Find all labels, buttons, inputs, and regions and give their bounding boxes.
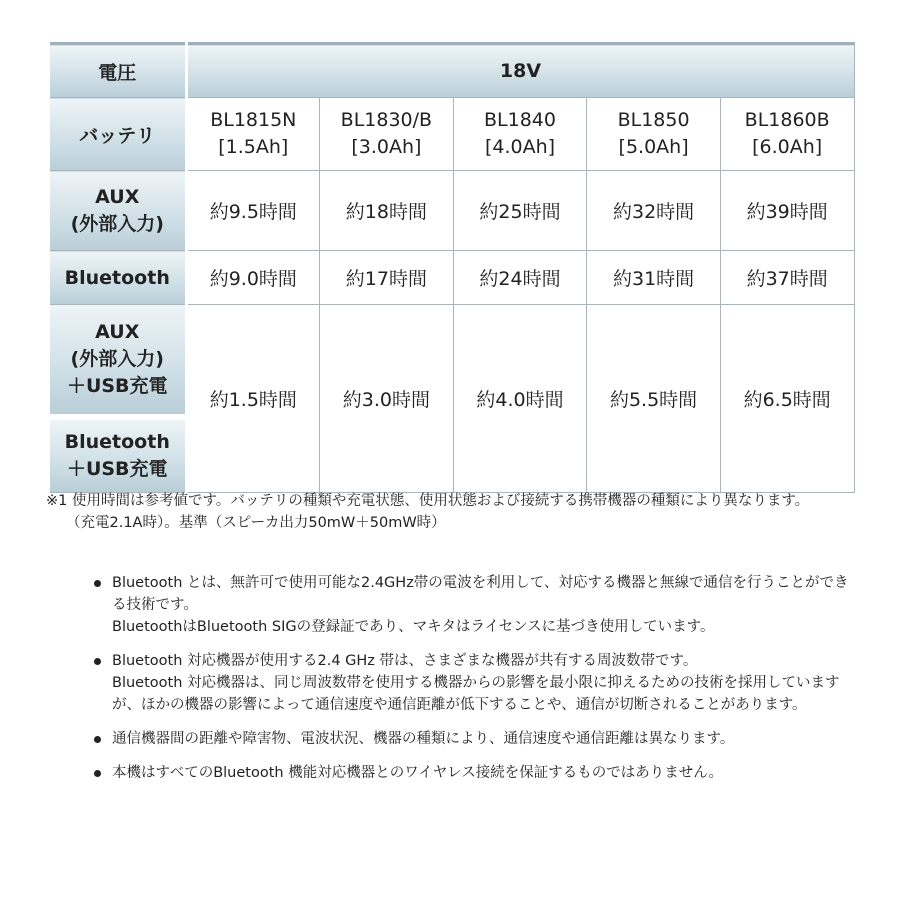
aux-runtime: 約32時間 [587, 171, 721, 251]
list-item [92, 762, 852, 784]
list-item-text: 通信機器間の距離や障害物、電波状況、機器の種類により、通信速度や通信距離は異なります。 [112, 731, 735, 747]
list-item-text: BluetoothはBluetooth SIGの登録証であり、マキタはライセンスに基づき使用しています。 [112, 619, 715, 635]
usb-runtime: 約6.5時間 [720, 305, 854, 493]
usb-runtime: 約3.0時間 [320, 305, 454, 493]
battery-model: BL1840 [483, 109, 556, 131]
list-item-text: Bluetooth とは、無許可で使用可能な2.4GHz帯の電波を利用して、対応する機器と無線で通信を行うことができる技術です。 [112, 575, 849, 613]
usb-runtime: 約5.5時間 [587, 305, 721, 493]
battery-capacity: [3.0Ah] [351, 136, 422, 158]
battery-model: BL1815N [210, 109, 297, 131]
bluetooth-usb-label-line: ＋USB充電 [66, 457, 168, 480]
battery-model: BL1850 [617, 109, 690, 131]
list-item-text: Bluetooth 対応機器が使用する2.4 GHz 帯は、さまざまな機器が共有する周波数帯です。 [112, 653, 698, 669]
usb-runtime: 約1.5時間 [186, 305, 320, 493]
runtime-spec-table [46, 42, 855, 493]
bluetooth-runtime: 約9.0時間 [186, 251, 320, 305]
aux-usb-label [50, 305, 185, 414]
list-item [92, 650, 852, 716]
bluetooth-runtime: 約37時間 [720, 251, 854, 305]
battery-cell [186, 98, 320, 171]
voltage-value: 18V [186, 44, 854, 98]
bluetooth-row-label: Bluetooth [48, 251, 186, 305]
bullet-dot-icon [94, 770, 101, 777]
bluetooth-runtime: 約24時間 [453, 251, 587, 305]
usb-row-label [48, 305, 186, 493]
footnote-1-sub: （充電2.1A時）。基準（スピーカ出力50mW＋50mW時） [66, 515, 446, 531]
voltage-label: 電圧 [48, 44, 186, 98]
bluetooth-usb-label-line: Bluetooth [64, 430, 170, 453]
bullet-dot-icon [94, 736, 101, 743]
battery-cell [320, 98, 454, 171]
aux-row-label [48, 171, 186, 251]
aux-runtime: 約39時間 [720, 171, 854, 251]
aux-label-line: AUX [95, 185, 140, 208]
list-item [92, 572, 852, 638]
bluetooth-runtime: 約17時間 [320, 251, 454, 305]
battery-cell [453, 98, 587, 171]
list-item-text: Bluetooth 対応機器は、同じ周波数帯を使用する機器からの影響を最小限に抑えるための技術を採用していますが、ほかの機器の影響によって通信速度や通信距離が低下することや、通信が切断されることがあります。 [112, 675, 840, 713]
aux-usb-label-line: (外部入力) [70, 347, 164, 370]
battery-capacity: [5.0Ah] [618, 136, 689, 158]
bluetooth-notes-list [92, 572, 852, 796]
battery-capacity: [4.0Ah] [484, 136, 556, 158]
aux-label-line: (外部入力) [70, 212, 164, 235]
battery-capacity: [6.0Ah] [752, 136, 823, 158]
list-item [92, 728, 852, 750]
footnote-1: ※1 使用時間は参考値です。バッテリの種類や充電状態、使用状態および接続する携帯機器の種類により異なります。 [46, 493, 810, 509]
battery-model: BL1860B [744, 109, 830, 131]
battery-label: バッテリ [48, 98, 186, 171]
aux-runtime: 約25時間 [453, 171, 587, 251]
list-item-text: 本機はすべてのBluetooth 機能対応機器とのワイヤレス接続を保証するものではありません。 [112, 765, 724, 781]
usb-runtime: 約4.0時間 [453, 305, 587, 493]
battery-cell [720, 98, 854, 171]
battery-cell [587, 98, 721, 171]
aux-runtime: 約9.5時間 [186, 171, 320, 251]
aux-usb-label-line: ＋USB充電 [66, 374, 168, 397]
bullet-dot-icon [94, 580, 101, 587]
bullet-dot-icon [94, 658, 101, 665]
bluetooth-usb-label [50, 414, 185, 492]
battery-model: BL1830/B [340, 109, 433, 131]
footnotes [46, 490, 852, 534]
bluetooth-runtime: 約31時間 [587, 251, 721, 305]
aux-usb-label-line: AUX [95, 320, 140, 343]
aux-runtime: 約18時間 [320, 171, 454, 251]
battery-capacity: [1.5Ah] [218, 136, 289, 158]
